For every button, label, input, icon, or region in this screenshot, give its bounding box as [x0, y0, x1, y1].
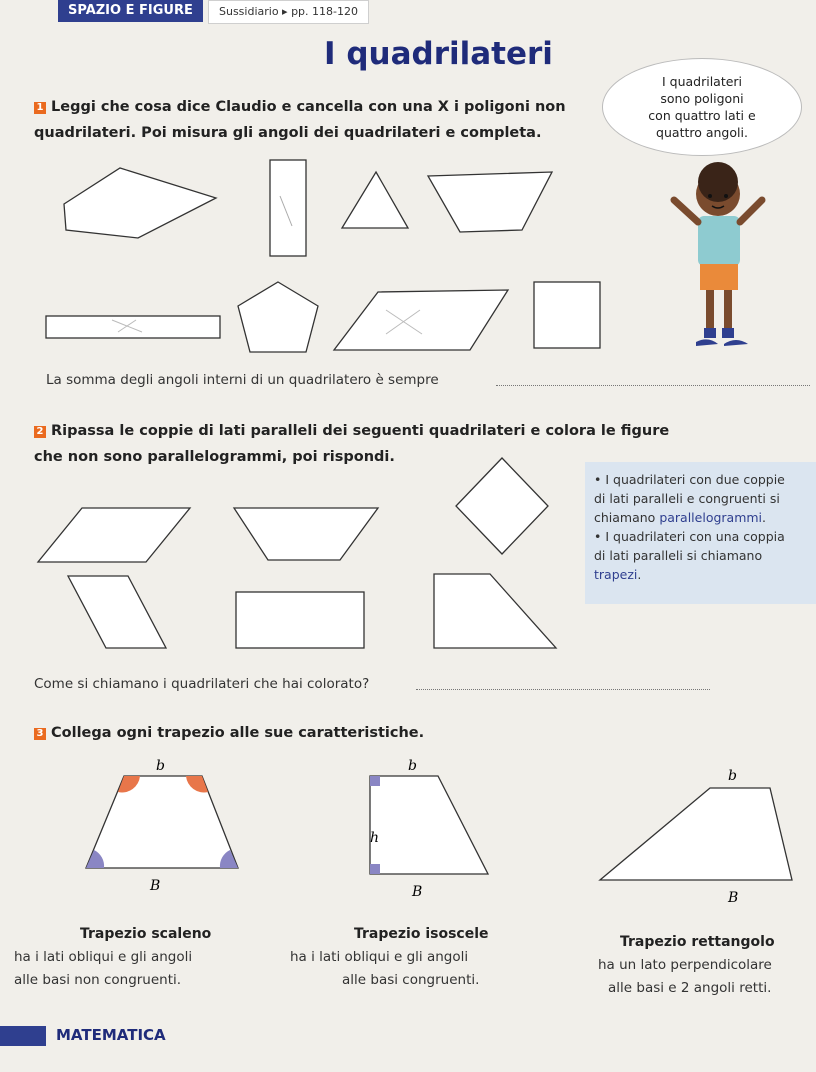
exercise-3-line: Collega ogni trapezio alle sue caratteristiche.	[51, 725, 425, 741]
page-title: I quadrilateri	[324, 36, 553, 72]
speech-bubble	[602, 58, 802, 156]
section-tag: SPAZIO E FIGURE	[58, 0, 203, 22]
exercise-3-number: 3	[34, 728, 46, 740]
exercise-1-shapes	[0, 150, 620, 360]
exercise-2-question: Come si chiamano i quadrilateri che hai colorato?	[34, 676, 370, 692]
label-b-1: b	[156, 758, 165, 774]
exercise-3-instruction	[34, 720, 424, 746]
trapezio-rettangolo-label: Trapezio rettangolo	[620, 934, 775, 950]
exercise-1-instruction	[34, 94, 566, 146]
shape-triangle[interactable]	[342, 172, 408, 228]
exercise-1-answer-line[interactable]	[496, 385, 810, 386]
trapezio-scaleno-label: Trapezio scaleno	[80, 926, 212, 942]
exercise-2-line-2: che non sono parallelogrammi, poi rispondi.	[34, 449, 395, 465]
definition-line-6: trapezi.	[594, 567, 642, 582]
shape-rhombus[interactable]	[456, 458, 548, 554]
shape-pentagon-irregular[interactable]	[64, 168, 216, 238]
shape-rectangle-2[interactable]	[236, 592, 364, 648]
footer-bar	[0, 1026, 46, 1046]
boy-illustration	[668, 160, 778, 360]
trapezio-isoscele-desc-2: alle basi congruenti.	[342, 972, 480, 988]
exercise-1-line-2: quadrilateri. Poi misura gli angoli dei quadrilateri e completa.	[34, 125, 542, 141]
trapezio-rettangolo-desc-1: ha un lato perpendicolare	[598, 957, 772, 973]
bubble-line-1: I quadrilateri	[661, 74, 743, 89]
trapezio-rettangolo-card[interactable]	[598, 934, 816, 1000]
bubble-line-3: con quattro lati e	[648, 108, 756, 123]
trapezio-isoscele-desc-1: ha i lati obliqui e gli angoli	[290, 949, 469, 965]
shape-right-trapezium[interactable]	[434, 574, 556, 648]
exercise-2-shapes	[0, 450, 580, 660]
exercise-1-prompt: La somma degli angoli interni di un quadrilatero è sempre	[46, 372, 439, 388]
exercise-2-answer-line[interactable]	[416, 689, 710, 690]
definition-box	[585, 462, 816, 604]
exercise-3-trapezia	[0, 750, 816, 910]
exercise-2-line-1: Ripassa le coppie di lati paralleli dei seguenti quadrilateri e colora le figure	[51, 423, 670, 439]
shape-pentagon-regular[interactable]	[238, 282, 318, 352]
footer-subject: MATEMATICA	[56, 1026, 166, 1044]
trapezio-rettangolo-figure[interactable]	[370, 758, 488, 900]
definition-line-3: chiamano parallelogrammi.	[594, 510, 767, 525]
label-B-2: B	[412, 884, 423, 900]
exercise-2-number: 2	[34, 426, 46, 438]
shape-trapezium[interactable]	[428, 172, 552, 232]
definition-line-1: • I quadrilateri con due coppie	[594, 472, 785, 487]
shape-rectangle-wide[interactable]	[46, 316, 220, 338]
definition-line-2: di lati paralleli e congruenti si	[594, 491, 780, 506]
label-B-1: B	[150, 878, 161, 894]
shape-trapezium-2[interactable]	[234, 508, 378, 560]
bubble-line-4: quattro angoli.	[656, 125, 748, 140]
trapezio-scaleno-desc-2: alle basi non congruenti.	[14, 972, 182, 988]
exercise-1-number: 1	[34, 102, 46, 114]
exercise-1-line-1: Leggi che cosa dice Claudio e cancella con una X i poligoni non	[51, 99, 566, 115]
shape-rhombus-slanted[interactable]	[68, 576, 166, 648]
trapezio-scaleno-desc-1: ha i lati obliqui e gli angoli	[14, 949, 193, 965]
shape-rectangle-tall[interactable]	[270, 160, 306, 256]
definition-line-4: • I quadrilateri con una coppia	[594, 529, 785, 544]
trapezio-isoscele-figure[interactable]	[86, 758, 238, 894]
bubble-line-2: sono poligoni	[660, 91, 744, 106]
trapezio-isoscele-card[interactable]	[290, 926, 550, 992]
label-B-3: B	[728, 890, 739, 906]
label-b-3: b	[728, 768, 737, 784]
definition-line-5: di lati paralleli si chiamano	[594, 548, 763, 563]
term-trapezi: trapezi	[594, 567, 638, 582]
label-h: h	[370, 830, 380, 846]
shape-parallelogram[interactable]	[334, 290, 508, 350]
term-parallelogrammi: parallelogrammi	[659, 510, 763, 525]
trapezio-rettangolo-desc-2: alle basi e 2 angoli retti.	[608, 980, 772, 996]
shape-parallelogram-2[interactable]	[38, 508, 190, 562]
label-b-2: b	[408, 758, 417, 774]
shape-square[interactable]	[534, 282, 600, 348]
trapezio-scaleno-card[interactable]	[14, 926, 286, 992]
trapezio-isoscele-label: Trapezio isoscele	[354, 926, 489, 942]
reference-label: Sussidiario ▸ pp. 118-120	[208, 0, 369, 24]
trapezio-scaleno-figure[interactable]	[600, 768, 792, 906]
